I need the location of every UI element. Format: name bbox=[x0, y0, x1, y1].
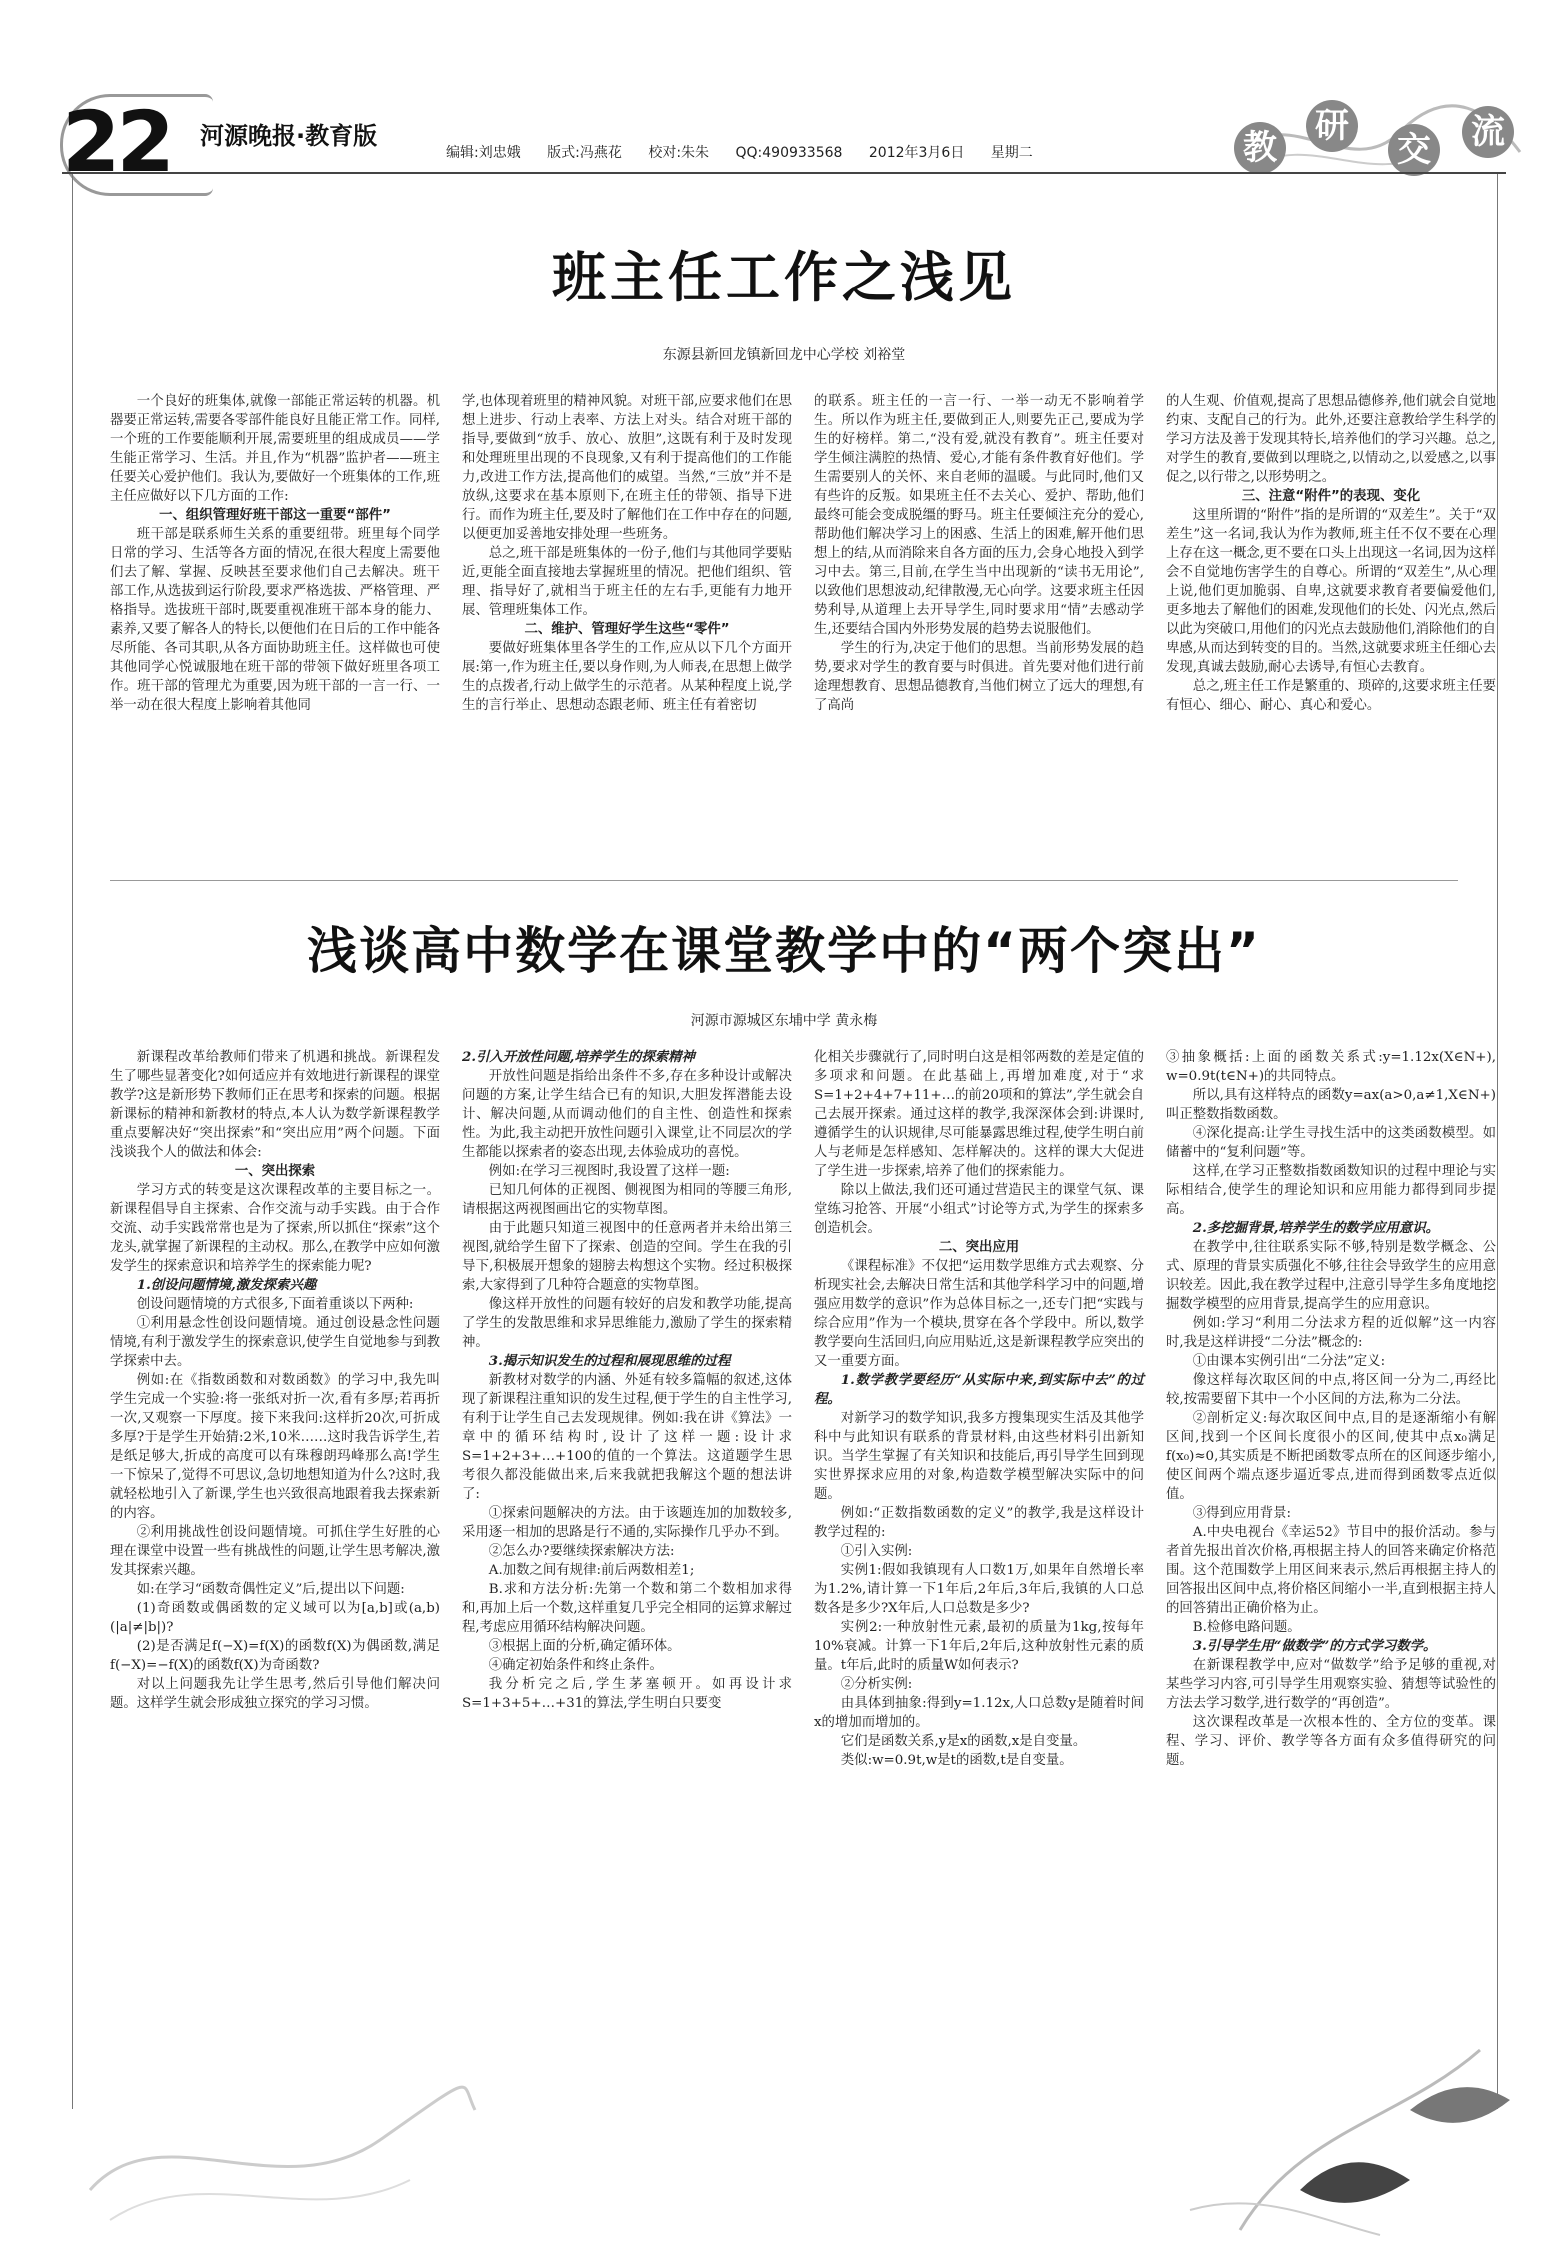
paragraph: 例如:在《指数函数和对数函数》的学习中,我先叫学生完成一个实验:将一张纸对折一次,看有多厚;若再折一次,又观察一下厚度。接下来我问:这样折20次,可折成多厚?于是学生开始猜:2米,10米……这时我告诉学生,若是纸足够大,折成的高度可以有珠穆朗玛峰那么高!学生一下惊呆了,觉得不可思议,急切地想知道为什么?这时,我就轻松地引入了新课,学生也兴致很高地跟着我去探索新的内容。 bbox=[110, 1373, 440, 1521]
paragraph: 例如:“正数指数函数的定义”的教学,我是这样设计教学过程的: bbox=[814, 1506, 1144, 1540]
header-meta bbox=[446, 142, 1055, 162]
paragraph: B.检修电路问题。 bbox=[1192, 1620, 1301, 1635]
paragraph: 《课程标准》不仅把“运用数学思维方式去观察、分析现实社会,去解决日常生活和其他学科学习中的问题,增强应用数学的意识”作为总体目标之一,还专门把“实践与综合应用”作为一个模块,贯穿在各个学段中。所以,数学教学要向生活回归,向应用贴近,这是新课程教学应突出的又一重要方面。 bbox=[814, 1259, 1144, 1369]
paragraph: ①由课本实例引出“二分法”定义: bbox=[1192, 1354, 1386, 1369]
paragraph: 除以上做法,我们还可通过营造民主的课堂气氛、课堂练习抢答、开展“小组式”讨论等方式,为学生的探索多创造机会。 bbox=[814, 1183, 1144, 1236]
article2-column bbox=[1166, 1048, 1496, 1948]
leaf-ornament-right bbox=[1180, 1990, 1540, 2240]
layout-credit: 版式:冯燕花 bbox=[547, 145, 622, 161]
article2-body bbox=[110, 1048, 1496, 1948]
article1-column bbox=[1166, 392, 1496, 862]
paragraph: 新课程改革给教师们带来了机遇和挑战。新课程发生了哪些显著变化?如何适应并有效地进行新课程的课堂教学?这是新形势下教师们正在思考和探索的问题。根据新课标的精神和新教材的特点,本人认为数学新课程教学重点要解决好“突出探索”和“突出应用”两个问题。下面浅谈我个人的做法和体会: bbox=[110, 1050, 440, 1160]
paragraph: 这样,在学习正整数指数函数知识的过程中理论与实际相结合,使学生的理论知识和应用能力都得到同步提高。 bbox=[1166, 1164, 1496, 1217]
subsection-heading: 3.引导学生用“做数学”的方式学习数学。 bbox=[1192, 1638, 1437, 1654]
paragraph: 我分析完之后,学生茅塞顿开。如再设计求S=1+3+5+…+31的算法,学生明白只要变 bbox=[462, 1677, 792, 1711]
subsection-heading: 3.揭示知识发生的过程和展现思维的过程 bbox=[488, 1353, 731, 1369]
paragraph: ③根据上面的分析,确定循环体。 bbox=[488, 1639, 681, 1654]
section-heading: 一、突出探索 bbox=[234, 1164, 316, 1179]
paragraph: 的联系。班主任的一言一行、一举一动无不影响着学生。所以作为班主任,要做到正人,则要先正己,要成为学生的好榜样。第二,“没有爱,就没有教育”。班主任要对学生倾注满腔的热情、爱心,才能有条件教育好他们。学生需要别人的关怀、来自老师的温暖。与此同时,他们又有些许的反叛。如果班主任不去关心、爱护、帮助,他们最终可能会变成脱缰的野马。班主任要倾注充分的爱心,帮助他们解决学习上的困惑、生活上的困难,解开他们思想上的结,从而消除来自各方面的压力,会身心地投入到学习中去。第三,目前,在学生当中出现新的“读书无用论”,以致他们思想波动,纪律散漫,无心向学。这要求班主任因势利导,从道理上去开导学生,同时要求用“情”去感动学生,还要结合国内外形势发展的趋势去说服他们。 bbox=[814, 394, 1144, 637]
editor: 编辑:刘忠娥 bbox=[446, 145, 521, 161]
paragraph: 如:在学习“函数奇偶性定义”后,提出以下问题: bbox=[136, 1582, 405, 1597]
paragraph: 类似:w=0.9t,w是t的函数,t是自变量。 bbox=[840, 1753, 1073, 1768]
paragraph: 这次课程改革是一次根本性的、全方位的变革。课程、学习、评价、教学等各方面有众多值得研究的问题。 bbox=[1166, 1715, 1496, 1768]
paragraph: 实例2:一种放射性元素,最初的质量为1kg,按每年10%衰减。计算一下1年后,2年后,这种放射性元素的质量。t年后,此时的质量W如何表示? bbox=[814, 1620, 1144, 1673]
paragraph: 要做好班集体里各学生的工作,应从以下几个方面开展:第一,作为班主任,要以身作则,为人师表,在思想上做学生的点拨者,行动上做学生的示范者。从某种程度上说,学生的言行举止、思想动态跟老师、班主任有着密切 bbox=[462, 641, 792, 713]
paragraph: 由于此题只知道三视图中的任意两者并未给出第三视图,就给学生留下了探索、创造的空间。学生在我的引导下,积极展开想象的翅膀去构想这个实物。经过积极探索,大家得到了几种符合题意的实物草图。 bbox=[462, 1221, 792, 1293]
flourish-ornament-left bbox=[80, 1990, 480, 2230]
page-header bbox=[0, 0, 1568, 190]
paragraph: ②剖析定义:每次取区间中点,目的是逐渐缩小有解区间,找到一个区间长度很小的区间,使其中点x₀满足f(x₀)≈0,其实质是不断把函数零点所在的区间逐步缩小,使区间两个端点逐步逼近零点,进而得到函数零点近似值。 bbox=[1166, 1411, 1496, 1502]
paragraph: ①引入实例: bbox=[840, 1544, 913, 1559]
paragraph: 实例1:假如我镇现有人口数1万,如果年自然增长率为1.2%,请计算一下1年后,2年后,3年后,我镇的人口总数各是多少?X年后,人口总数是多少? bbox=[814, 1563, 1144, 1616]
paragraph: 化相关步骤就行了,同时明白这是相邻两数的差是定值的多项求和问题。在此基础上,再增加难度,对于“求S=1+2+4+7+11+…的前20项和的算法”,学生就会自己去展开探索。通过这样的教学,我深深体会到:讲课时,遵循学生的认识规律,尽可能暴露思维过程,使学生明白前人与老师是怎样感知、怎样解决的。这样的课大大促进了学生进一步探索,培养了他们的探索能力。 bbox=[814, 1050, 1144, 1179]
subsection-heading: 2.多挖掘背景,培养学生的数学应用意识。 bbox=[1192, 1220, 1440, 1236]
paragraph: 总之,班主任工作是繁重的、琐碎的,这要求班主任要有恒心、细心、耐心、真心和爱心。 bbox=[1166, 679, 1496, 713]
paragraph: 学,也体现着班里的精神风貌。对班干部,应要求他们在思想上进步、行动上表率、方法上对头。结合对班干部的指导,要做到“放手、放心、放胆”,这既有利于及时发现和处理班里出现的不良现象,又有利于提高他们的工作能力,改进工作方法,提高他们的威望。当然,“三放”并不是放纵,这要求在基本原则下,在班主任的带领、指导下进行。而作为班主任,要及时了解他们在工作中存在的问题,以便更加妥善地安排处理一些班务。 bbox=[462, 394, 792, 542]
paragraph: 学生的行为,决定于他们的思想。当前形势发展的趋势,要求对学生的教育要与时俱进。首先要对他们进行前途理想教育、思想品德教育,当他们树立了远大的理想,有了高尚 bbox=[814, 641, 1144, 713]
article1-column bbox=[814, 392, 1144, 862]
paragraph: 它们是函数关系,y是x的函数,x是自变量。 bbox=[840, 1734, 1087, 1749]
paragraph: 这里所谓的“附件”指的是所谓的“双差生”。关于“双差生”这一名词,我认为作为教师,班主任不仅不要在心理上存在这一概念,更不要在口头上出现这一名词,因为这样会不自觉地伤害学生的自尊心。所谓的“双差生”,从心理上说,他们更加脆弱、自卑,这就要求教育者要偏爱他们,更多地去了解他们的困难,发现他们的长处、闪光点,然后以此为突破口,用他们的闪光点去鼓励他们,消除他们的自卑感,从而达到转变的目的。当然,这就要求班主任细心去发现,真诚去鼓励,耐心去诱导,有恒心去教育。 bbox=[1166, 508, 1496, 675]
paragraph: (2)是否满足f(−X)=f(X)的函数f(X)为偶函数,满足f(−X)=−f(X)的函数f(X)为奇函数? bbox=[110, 1639, 440, 1673]
subsection-heading: 1.数学教学要经历“从实际中来,到实际中去”的过程。 bbox=[814, 1372, 1144, 1407]
paragraph: 班干部是联系师生关系的重要纽带。班里每个同学日常的学习、生活等各方面的情况,在很大程度上需要他们去了解、掌握、反映甚至要求他们自己去解决。班干部工作,从选拔到运行阶段,要求严格选拔、严格管理、严格指导。选拔班干部时,既要重视准班干部本身的能力、素养,又要了解各人的特长,以便他们在日后的工作中能各尽所能、各司其职,从各方面协助班主任。这样做也可使其他同学心悦诚服地在班干部的带领下做好班里各项工作。班干部的管理尤为重要,因为班干部的一言一行、一举一动在很大程度上影响着其他同 bbox=[110, 527, 440, 713]
paragraph: ①利用悬念性创设问题情境。通过创设悬念性问题情境,有利于激发学生的探索意识,使学生自觉地参与到教学探索中去。 bbox=[110, 1316, 440, 1369]
masthead: 河源晚报·教育版 bbox=[200, 122, 378, 150]
paragraph: 的人生观、价值观,提高了思想品德修养,他们就会自觉地约束、支配自己的行为。此外,还要注意教给学生科学的学习方法及善于发现其特长,培养他们的学习兴趣。总之,对学生的教育,要做到以理晓之,以情动之,以爱感之,以事促之,以行带之,以形势明之。 bbox=[1166, 394, 1496, 485]
section-char-1: 教 bbox=[1234, 122, 1286, 174]
paragraph: 开放性问题是指给出条件不多,存在多种设计或解决问题的方案,让学生结合已有的知识,大胆发挥潜能去设计、解决问题,从而调动他们的自主性、创造性和探索性。为此,我主动把开放性问题引入课堂,让不同层次的学生都能以探索者的姿态出现,去体验成功的喜悦。 bbox=[462, 1069, 792, 1160]
paragraph: ④深化提高:让学生寻找生活中的这类函数模型。如储蓄中的“复利问题”等。 bbox=[1166, 1126, 1496, 1160]
paragraph: B.求和方法分析:先第一个数和第二个数相加求得和,再加上后一个数,这样重复几乎完全相同的运算求解过程,考虑应用循环结构解决问题。 bbox=[462, 1582, 792, 1635]
paragraph: 一个良好的班集体,就像一部能正常运转的机器。机器要正常运转,需要各零部件能良好且能正常工作。同样,一个班的工作要能顺利开展,需要班里的组成成员——学生能正常学习、生活。并且,作为“机器”监护者——班主任要关心爱护他们。我认为,要做好一个班集体的工作,班主任应做好以下几方面的工作: bbox=[110, 394, 440, 504]
qq-number: QQ:490933568 bbox=[735, 145, 843, 161]
paragraph: A.中央电视台《幸运52》节目中的报价活动。参与者首先报出首次价格,再根据主持人的回答来确定价格范围。这个范围数学上用区间来表示,然后再根据主持人的回答报出区间中点,将价格区间缩小一半,直到根据主持人的回答猜出正确价格为止。 bbox=[1166, 1525, 1496, 1616]
article1-column bbox=[462, 392, 792, 862]
paragraph: 由具体到抽象:得到y=1.12x,人口总数y是随着时间x的增加而增加的。 bbox=[814, 1696, 1144, 1730]
section-char-3: 交 bbox=[1388, 124, 1440, 176]
issue-date: 2012年3月6日 bbox=[868, 145, 965, 161]
article1-body bbox=[110, 392, 1496, 862]
article1-column bbox=[110, 392, 440, 862]
article1-byline: 东源县新回龙镇新回龙中心学校 刘裕堂 bbox=[662, 347, 906, 363]
section-heading: 三、注意“附件”的表现、变化 bbox=[1241, 489, 1421, 504]
proofread-credit: 校对:朱朱 bbox=[648, 145, 710, 161]
paragraph: 学习方式的转变是这次课程改革的主要目标之一。新课程倡导自主探索、合作交流与动手实践。由于合作交流、动手实践常常也是为了探索,所以抓住“探索”这个龙头,就掌握了新课程的主动权。那么,在教学中应如何激发学生的探索意识和培养学生的探索能力呢? bbox=[110, 1183, 440, 1274]
paragraph: ①探索问题解决的方法。由于该题连加的加数较多,采用逐一相加的思路是行不通的,实际操作几乎办不到。 bbox=[462, 1506, 792, 1540]
paragraph: (1)奇函数或偶函数的定义域可以为[a,b]或(a,b)(|a|≠|b|)? bbox=[110, 1601, 440, 1635]
paragraph: 在新课程教学中,应对“做数学”给予足够的重视,对某些学习内容,可引导学生用观察实验、猜想等试验性的方法去学习数学,进行数学的“再创造”。 bbox=[1166, 1658, 1496, 1711]
paragraph: 已知几何体的正视图、侧视图为相同的等腰三角形,请根据这两视图画出它的实物草图。 bbox=[462, 1183, 792, 1217]
article2-column bbox=[462, 1048, 792, 1948]
paragraph: ②利用挑战性创设问题情境。可抓住学生好胜的心理在课堂中设置一些有挑战性的问题,让学生思考解决,激发其探索兴趣。 bbox=[110, 1525, 440, 1578]
article2-byline: 河源市源城区东埔中学 黄永梅 bbox=[690, 1013, 878, 1029]
paragraph: 例如:学习“利用二分法求方程的近似解”这一内容时,我是这样讲授“二分法”概念的: bbox=[1166, 1316, 1496, 1350]
article2-column bbox=[110, 1048, 440, 1948]
subsection-heading: 2.引入开放性问题,培养学生的探索精神 bbox=[462, 1049, 695, 1065]
paragraph: 像这样每次取区间的中点,将区间一分为二,再经比较,按需要留下其中一个小区间的方法,称为二分法。 bbox=[1166, 1373, 1496, 1407]
paragraph: 例如:在学习三视图时,我设置了这样一题: bbox=[488, 1164, 730, 1179]
paragraph: A.加数之间有规律:前后两数相差1; bbox=[488, 1563, 695, 1578]
paragraph: 对以上问题我先让学生思考,然后引导他们解决问题。这样学生就会形成独立探究的学习习惯。 bbox=[110, 1677, 440, 1711]
section-char-4: 流 bbox=[1462, 106, 1514, 158]
paragraph: 所以,具有这样特点的函数y=ax(a>0,a≠1,X∈N+)叫正整数指数函数。 bbox=[1166, 1088, 1496, 1122]
paragraph: 创设问题情境的方式很多,下面着重谈以下两种: bbox=[136, 1297, 414, 1312]
paragraph: ②分析实例: bbox=[840, 1677, 913, 1692]
paragraph: 总之,班干部是班集体的一份子,他们与其他同学要贴近,更能全面直接地去掌握班里的情况。把他们组织、管理、指导好了,就相当于班主任的左右手,更能有力地开展、管理班集体工作。 bbox=[462, 546, 792, 618]
paragraph: ②怎么办?要继续探索解决方法: bbox=[488, 1544, 675, 1559]
paragraph: 对新学习的数学知识,我多方搜集现实生活及其他学科中与此知识有联系的背景材料,由这些材料引出新知识。当学生掌握了有关知识和技能后,再引导学生回到现实世界探求应用的对象,构造数学模型解决实际中的问题。 bbox=[814, 1411, 1144, 1502]
section-heading: 二、维护、管理好学生这些“零件” bbox=[524, 622, 730, 637]
paragraph: ③得到应用背景: bbox=[1192, 1506, 1292, 1521]
page-number: 22 bbox=[62, 93, 171, 191]
paragraph: 新教材对数学的内涵、外延有较多篇幅的叙述,这体现了新课程注重知识的发生过程,便于学生的自主性学习,有利于让学生自己去发现规律。例如:我在讲《算法》一章中的循环结构时,设计了这样一题:设计求S=1+2+3+…+100的值的一个算法。这道题学生思考很久都没能做出来,后来我就把我解这个题的想法讲了: bbox=[462, 1373, 792, 1502]
section-heading: 一、组织管理好班干部这一重要“部件” bbox=[159, 508, 391, 523]
issue-weekday: 星期二 bbox=[990, 145, 1033, 161]
section-heading: 二、突出应用 bbox=[938, 1240, 1020, 1255]
article2-title: 浅谈高中数学在课堂教学中的“两个突出” bbox=[307, 922, 1261, 980]
paragraph: ④确定初始条件和终止条件。 bbox=[488, 1658, 663, 1673]
article1-title: 班主任工作之浅见 bbox=[552, 246, 1016, 309]
paragraph: 像这样开放性的问题有较好的启发和教学功能,提高了学生的发散思维和求异思维能力,激励了学生的探索精神。 bbox=[462, 1297, 792, 1350]
paragraph: ③抽象概括:上面的函数关系式:y=1.12x(X∈N+), w=0.9t(t∈N+)的共同特点。 bbox=[1166, 1050, 1496, 1084]
section-char-2: 研 bbox=[1306, 100, 1358, 152]
article2-column bbox=[814, 1048, 1144, 1948]
subsection-heading: 1.创设问题情境,激发探索兴趣 bbox=[136, 1277, 317, 1293]
article-divider bbox=[110, 880, 1458, 881]
paragraph: 在教学中,往往联系实际不够,特别是数学概念、公式、原理的背景实质强化不够,往往会导致学生的应用意识较差。因此,我在教学过程中,注意引导学生多角度地挖掘数学模型的应用背景,提高学生的应用意识。 bbox=[1166, 1240, 1496, 1312]
